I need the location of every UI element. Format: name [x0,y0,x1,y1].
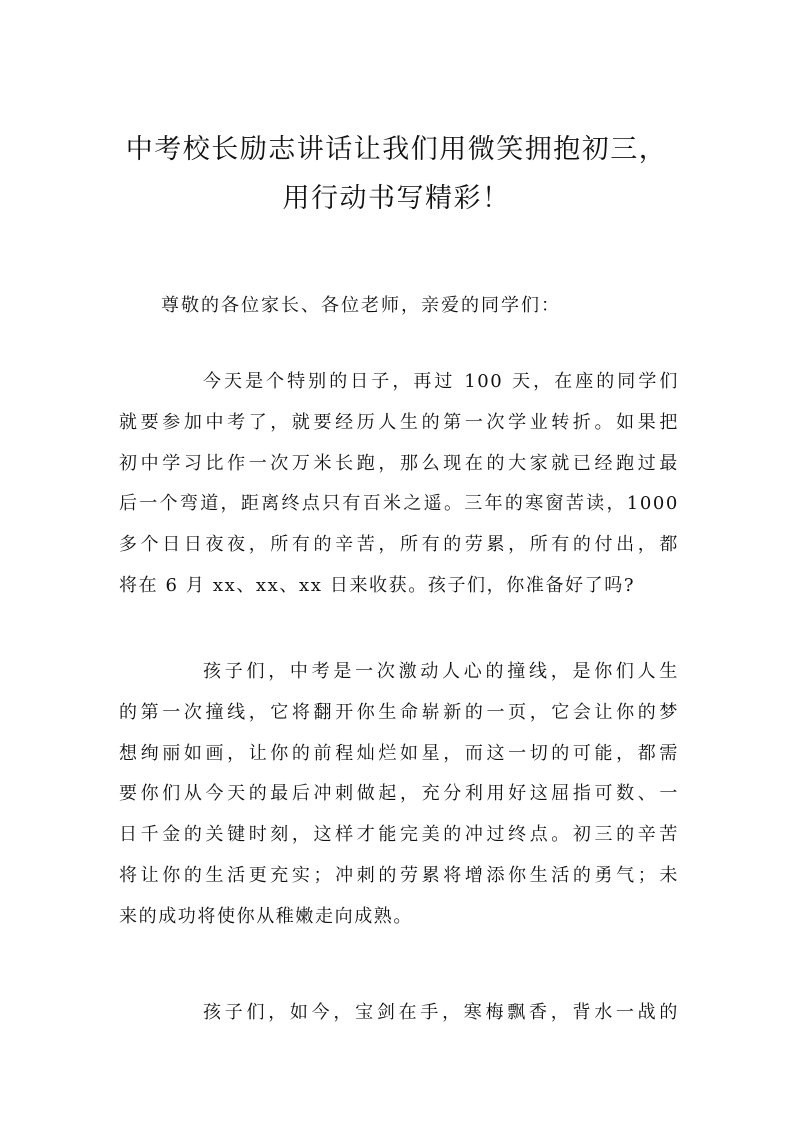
document-title-line-1: 中考校长励志讲话让我们用微笑拥抱初三， [125,134,668,165]
paragraph-line: 今天是个特别的日子，再过 100 天，在座的同学们 [203,371,679,392]
paragraph-line: 将让你的生活更充实；冲刺的劳累将增添你生活的勇气；未 [119,864,679,886]
paragraph-line: 就要参加中考了，就要经历人生的第一次学业转折。如果把 [119,411,679,433]
paragraph-line: 孩子们，如今，宝剑在手，寒梅飘香，背水一战的 [203,1002,679,1023]
paragraph-line: 想绚丽如画，让你的前程灿烂如星，而这一切的可能，都需 [119,742,679,764]
paragraph-line: 后一个弯道，距离终点只有百米之遥。三年的寒窗苦读，1000 [119,493,679,515]
paragraph-line: 孩子们，中考是一次激动人心的撞线，是你们人生 [203,661,679,682]
paragraph-line: 将在 6 月 xx、xx、xx 日来收获。孩子们，你准备好了吗? [119,574,636,596]
paragraph-line: 初中学习比作一次万米长跑，那么现在的大家就已经跑过最 [119,452,679,474]
salutation: 尊敬的各位家长、各位老师，亲爱的同学们： [161,295,561,316]
paragraph-1 [119,362,679,607]
paragraph-line: 日千金的关键时刻，这样才能完美的冲过终点。初三的辛苦 [119,824,679,846]
paragraph-line: 的第一次撞线，它将翻开你生命崭新的一页，它会让你的梦 [119,701,679,723]
paragraph-2 [119,652,679,938]
paragraph-line: 多个日日夜夜，所有的辛苦，所有的劳累，所有的付出，都 [119,534,679,556]
document-title-line-2: 用行动书写精彩！ [282,183,511,214]
paragraph-line: 来的成功将使你从稚嫩走向成熟。 [119,905,413,927]
paragraph-line: 要你们从今天的最后冲刺做起，充分利用好这屈指可数、一 [119,783,679,805]
paragraph-3 [119,993,679,1034]
